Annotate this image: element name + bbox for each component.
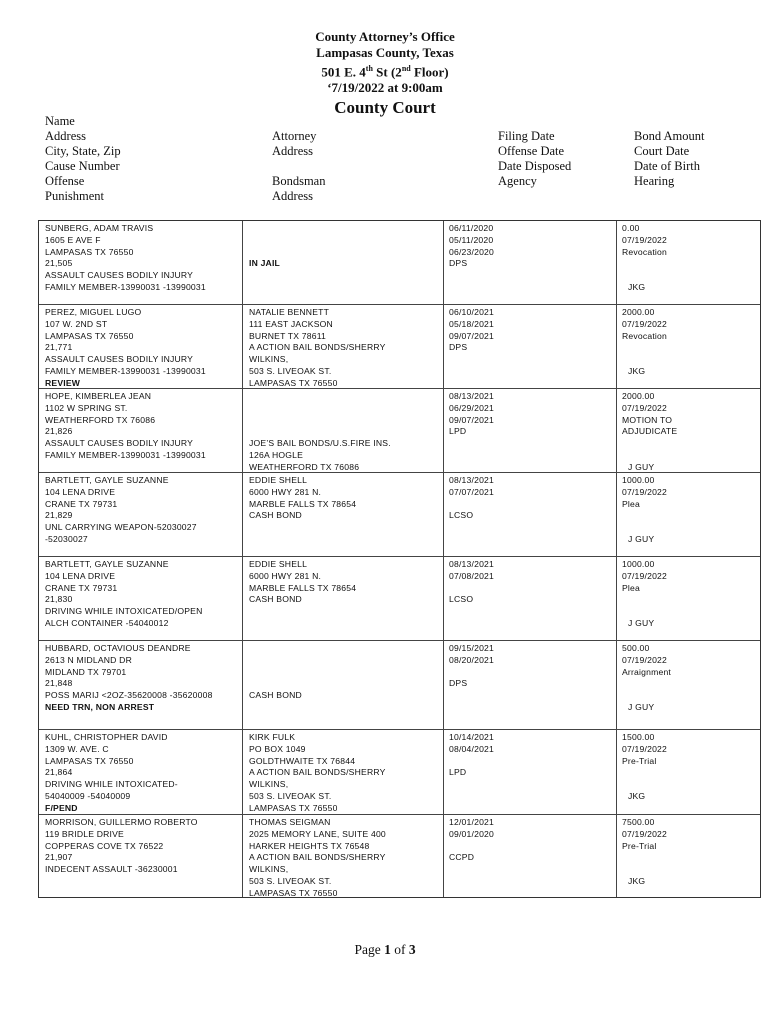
cell-line <box>249 655 302 667</box>
dates-cell <box>449 817 494 864</box>
cell-line: HARKER HEIGHTS TX 76548 <box>249 840 370 851</box>
column-divider <box>242 221 243 897</box>
legend-label: Hearing <box>634 174 675 188</box>
cell-line: 05/18/2021 <box>449 318 495 329</box>
cell-line <box>249 678 302 690</box>
cell-line: INDECENT ASSAULT -36230001 <box>45 864 178 875</box>
cell-line: Plea <box>622 582 641 593</box>
cell-line: 2000.00 <box>622 391 655 401</box>
cell-line: 07/19/2022 <box>622 402 668 413</box>
cell-line: Plea <box>622 498 641 509</box>
cell-line <box>249 223 280 235</box>
bond-cell <box>622 732 667 803</box>
column-divider <box>616 221 617 897</box>
legend-defendant <box>45 114 121 204</box>
cell-line: POSS MARIJ <2OZ-35620008 -35620008 <box>45 690 213 701</box>
cell-line: UNL CARRYING WEAPON-52030027 <box>45 522 197 533</box>
cell-line <box>249 415 391 427</box>
cell-line: 08/13/2021 <box>449 391 495 401</box>
legend-bond <box>634 129 705 189</box>
cell-line: WILKINS, <box>249 354 289 365</box>
cell-line: MARBLE FALLS TX 78654 <box>249 582 357 593</box>
legend-label: Address <box>45 129 86 143</box>
cell-line: A ACTION BAIL BONDS/SHERRY <box>249 767 386 778</box>
cell-line: 6000 HWY 281 N. <box>249 486 322 497</box>
cell-line: LAMPASAS TX 76550 <box>45 755 134 766</box>
cell-line: J GUY <box>628 701 655 712</box>
legend-label: Cause Number <box>45 159 120 173</box>
cell-line: KUHL, CHRISTOPHER DAVID <box>45 732 168 742</box>
cell-line: BARTLETT, GAYLE SUZANNE <box>45 559 169 569</box>
cell-line: ASSAULT CAUSES BODILY INJURY <box>45 438 194 449</box>
cell-line: 503 S. LIVEOAK ST. <box>249 365 332 376</box>
cell-line: 1605 E AVE F <box>45 234 101 245</box>
row-divider <box>39 304 760 305</box>
cell-line <box>622 678 671 690</box>
page-footer <box>0 942 770 958</box>
cell-line: 07/19/2022 <box>622 318 668 329</box>
cell-line: DRIVING WHILE INTOXICATED- <box>45 779 178 790</box>
page-header <box>0 29 770 119</box>
cell-line: JKG <box>628 365 646 376</box>
cell-line: 06/29/2021 <box>449 402 495 413</box>
cell-line: LAMPASAS TX 76550 <box>249 802 338 813</box>
cell-line: 21,864 <box>45 767 73 778</box>
cell-line: BARTLETT, GAYLE SUZANNE <box>45 475 169 485</box>
cell-line: ADJUDICATE <box>622 426 678 437</box>
cell-line <box>622 258 667 270</box>
cell-line: 07/08/2021 <box>449 570 495 581</box>
cell-line: 09/07/2021 <box>449 414 495 425</box>
cell-line <box>449 756 494 768</box>
cell-line: 07/19/2022 <box>622 654 668 665</box>
legend-label: Offense <box>45 174 85 188</box>
cell-line: 104 LENA DRIVE <box>45 570 116 581</box>
cell-line: 104 LENA DRIVE <box>45 486 116 497</box>
attorney-cell <box>249 643 302 702</box>
legend-dates <box>498 129 571 189</box>
cell-line: 21,830 <box>45 594 73 605</box>
bond-cell <box>622 643 671 714</box>
cell-line: COPPERAS COVE TX 76522 <box>45 840 164 851</box>
legend-label <box>272 159 325 174</box>
cell-line: 7500.00 <box>622 817 655 827</box>
cell-line: LCSO <box>449 510 474 521</box>
cell-line: LAMPASAS TX 76550 <box>45 246 134 257</box>
office-address: 501 E. 4th St (2nd Floor) <box>321 64 449 80</box>
cell-line: LAMPASAS TX 76550 <box>45 330 134 341</box>
cell-line <box>249 426 391 438</box>
dates-cell <box>449 223 494 270</box>
cell-line: 06/23/2020 <box>449 246 495 257</box>
cell-line: 06/11/2020 <box>449 223 494 233</box>
cell-line: WILKINS, <box>249 864 289 875</box>
cell-line: 09/15/2021 <box>449 643 495 653</box>
cell-line: 500.00 <box>622 643 650 653</box>
cell-line: ASSAULT CAUSES BODILY INJURY <box>45 354 194 365</box>
cell-line <box>622 767 667 779</box>
cell-line: IN JAIL <box>249 258 281 269</box>
cell-line: 2000.00 <box>622 307 655 317</box>
cell-line: Pre-Trial <box>622 755 657 766</box>
cell-line <box>622 522 667 534</box>
cell-line: 119 BRIDLE DRIVE <box>45 828 124 839</box>
cell-line: LPD <box>449 767 467 778</box>
cell-line: CCPD <box>449 852 475 863</box>
cell-line <box>622 438 677 450</box>
cell-line <box>249 247 280 259</box>
cell-line: 08/04/2021 <box>449 743 495 754</box>
cell-line: JKG <box>628 790 646 801</box>
cell-line: 126A HOGLE <box>249 449 304 460</box>
cell-line <box>622 864 667 876</box>
cell-line: BURNET TX 78611 <box>249 330 327 341</box>
cell-line <box>622 594 667 606</box>
cell-line <box>622 450 677 462</box>
cell-line: 21,848 <box>45 678 73 689</box>
cell-line: DPS <box>449 258 468 269</box>
cell-line: Revocation <box>622 246 667 257</box>
cell-line <box>249 391 391 403</box>
cell-line: A ACTION BAIL BONDS/SHERRY <box>249 852 386 863</box>
cell-line <box>249 403 391 415</box>
row-divider <box>39 729 760 730</box>
bond-cell <box>622 307 667 378</box>
cell-line: MARBLE FALLS TX 78654 <box>249 498 357 509</box>
defendant-cell <box>45 817 198 876</box>
cell-line: LPD <box>449 426 467 437</box>
legend-label: Punishment <box>45 189 105 203</box>
defendant-cell <box>45 307 206 390</box>
cell-line: NEED TRN, NON ARREST <box>45 701 155 712</box>
cell-line: THOMAS SEIGMAN <box>249 817 331 827</box>
cell-line: 1309 W. AVE. C <box>45 743 109 754</box>
cell-line: CRANE TX 79731 <box>45 498 118 509</box>
cell-line: EDDIE SHELL <box>249 475 308 485</box>
cell-line: 06/10/2021 <box>449 307 495 317</box>
cell-line: 12/01/2021 <box>449 817 495 827</box>
cell-line: -52030027 <box>45 533 88 544</box>
cell-line: 07/19/2022 <box>622 743 668 754</box>
legend-label: Address <box>272 144 313 158</box>
row-divider <box>39 640 760 641</box>
cell-line <box>622 690 671 702</box>
defendant-cell <box>45 643 213 714</box>
cell-line: 6000 HWY 281 N. <box>249 570 322 581</box>
cell-line: LCSO <box>449 594 474 605</box>
cell-line: JKG <box>628 281 646 292</box>
cell-line: PO BOX 1049 <box>249 743 306 754</box>
legend-label: Filing Date <box>498 129 555 143</box>
cell-line: NATALIE BENNETT <box>249 307 330 317</box>
legend-attorney <box>272 129 325 204</box>
cell-line: EDDIE SHELL <box>249 559 308 569</box>
bond-cell <box>622 223 667 294</box>
dates-cell <box>449 559 494 606</box>
row-divider <box>39 814 760 815</box>
cell-line <box>622 606 667 618</box>
legend-label: Name <box>45 114 75 128</box>
legend-label: Bondsman <box>272 174 326 188</box>
attorney-cell <box>249 307 386 390</box>
cell-line: ASSAULT CAUSES BODILY INJURY <box>45 270 194 281</box>
legend-label: Date Disposed <box>498 159 572 173</box>
cell-line <box>449 499 494 511</box>
cell-line: DPS <box>449 342 468 353</box>
attorney-cell <box>249 559 356 606</box>
defendant-cell <box>45 732 178 815</box>
cell-line: 07/19/2022 <box>622 234 668 245</box>
cell-line: 10/14/2021 <box>449 732 495 742</box>
cell-line: MORRISON, GUILLERMO ROBERTO <box>45 817 198 827</box>
cell-line: REVIEW <box>45 377 81 388</box>
cell-line: PEREZ, MIGUEL LUGO <box>45 307 142 317</box>
county-name: Lampasas County, Texas <box>316 45 454 60</box>
cell-line: SUNBERG, ADAM TRAVIS <box>45 223 154 233</box>
cell-line: WEATHERFORD TX 76086 <box>45 414 156 425</box>
row-divider <box>39 556 760 557</box>
cell-line: CASH BOND <box>249 594 302 605</box>
cell-line: DRIVING WHILE INTOXICATED/OPEN <box>45 606 203 617</box>
cell-line: 21,505 <box>45 258 73 269</box>
cell-line: 503 S. LIVEOAK ST. <box>249 790 332 801</box>
cell-line: 1000.00 <box>622 559 655 569</box>
cell-line: JKG <box>628 875 646 886</box>
cell-line <box>622 342 667 354</box>
cell-line: 05/11/2020 <box>449 234 494 245</box>
docket-table <box>38 220 761 898</box>
cell-line: 0.00 <box>622 223 640 233</box>
cell-line: HUBBARD, OCTAVIOUS DEANDRE <box>45 643 191 653</box>
legend-label: City, State, Zip <box>45 144 121 158</box>
cell-line: 08/13/2021 <box>449 559 495 569</box>
bond-cell <box>622 817 667 888</box>
page-prefix: Page <box>354 942 385 957</box>
defendant-cell <box>45 559 203 630</box>
bond-cell <box>622 559 667 630</box>
legend-label: Bond Amount <box>634 129 705 143</box>
cell-line: CASH BOND <box>249 690 302 701</box>
office-name: County Attorney’s Office <box>315 29 455 44</box>
cell-line: 07/19/2022 <box>622 828 668 839</box>
cell-line <box>249 643 302 655</box>
attorney-cell <box>249 732 386 815</box>
dates-cell <box>449 391 494 438</box>
dates-cell <box>449 475 494 522</box>
cell-line: JOE’S BAIL BONDS/U.S.FIRE INS. <box>249 438 391 449</box>
legend-label: Attorney <box>272 129 317 143</box>
cell-line: J GUY <box>628 533 655 544</box>
cell-line: 08/20/2021 <box>449 654 495 665</box>
page-number: 1 <box>384 942 391 957</box>
legend-label: Offense Date <box>498 144 565 158</box>
cell-line: 2025 MEMORY LANE, SUITE 400 <box>249 828 386 839</box>
cell-line: J GUY <box>628 461 655 472</box>
defendant-cell <box>45 391 206 462</box>
cell-line: DPS <box>449 678 468 689</box>
cell-line: FAMILY MEMBER-13990031 -13990031 <box>45 281 206 292</box>
docket-date-time: ‘7/19/2022 at 9:00am <box>327 80 443 96</box>
cell-line: WEATHERFORD TX 76086 <box>249 461 360 472</box>
cell-line: 1500.00 <box>622 732 655 742</box>
cell-line: 21,907 <box>45 852 73 863</box>
cell-line: Arraignment <box>622 666 672 677</box>
cell-line <box>449 667 494 679</box>
legend-label: Address <box>272 189 313 203</box>
cell-line <box>622 779 667 791</box>
bond-cell <box>622 475 667 546</box>
cell-line: 07/07/2021 <box>449 486 495 497</box>
cell-line: FAMILY MEMBER-13990031 -13990031 <box>45 449 206 460</box>
cell-line: F/PEND <box>45 802 78 813</box>
cell-line: 1000.00 <box>622 475 655 485</box>
attorney-cell <box>249 223 280 270</box>
cell-line: FAMILY MEMBER-13990031 -13990031 <box>45 365 206 376</box>
cell-line <box>622 852 667 864</box>
row-divider <box>39 388 760 389</box>
cell-line: 107 W. 2ND ST <box>45 318 108 329</box>
court-title: County Court <box>334 98 436 118</box>
bond-cell <box>622 391 677 474</box>
page-of: of <box>390 942 409 957</box>
cell-line: 21,771 <box>45 342 73 353</box>
cell-line <box>622 270 667 282</box>
cell-line <box>622 354 667 366</box>
cell-line <box>449 583 494 595</box>
cell-line: HOPE, KIMBERLEA JEAN <box>45 391 152 401</box>
cell-line <box>249 235 280 247</box>
defendant-cell <box>45 223 206 294</box>
cell-line: Pre-Trial <box>622 840 657 851</box>
cell-line: 09/07/2021 <box>449 330 495 341</box>
cell-line: ALCH CONTAINER -54040012 <box>45 617 169 628</box>
legend-label: Agency <box>498 174 537 188</box>
legend-label: Court Date <box>634 144 690 158</box>
cell-line: Revocation <box>622 330 667 341</box>
cell-line <box>249 667 302 679</box>
cell-line: WILKINS, <box>249 779 289 790</box>
dates-cell <box>449 307 494 354</box>
cell-line: CRANE TX 79731 <box>45 582 118 593</box>
page-total: 3 <box>408 942 416 957</box>
cell-line: 111 EAST JACKSON <box>249 318 333 329</box>
dates-cell <box>449 732 494 779</box>
cell-line: 09/01/2020 <box>449 828 495 839</box>
cell-line: 08/13/2021 <box>449 475 495 485</box>
legend-label: Date of Birth <box>634 159 700 173</box>
cell-line: MOTION TO <box>622 414 673 425</box>
cell-line: LAMPASAS TX 76550 <box>249 887 338 898</box>
cell-line: MIDLAND TX 79701 <box>45 666 127 677</box>
cell-line: J GUY <box>628 617 655 628</box>
cell-line: 07/19/2022 <box>622 486 668 497</box>
cell-line: 503 S. LIVEOAK ST. <box>249 875 332 886</box>
attorney-cell <box>249 391 391 474</box>
cell-line: 1102 W SPRING ST. <box>45 402 128 413</box>
cell-line: 21,829 <box>45 510 73 521</box>
cell-line: 54040009 -54040009 <box>45 790 131 801</box>
attorney-cell <box>249 817 386 900</box>
row-divider <box>39 472 760 473</box>
cell-line: GOLDTHWAITE TX 76844 <box>249 755 356 766</box>
defendant-cell <box>45 475 197 546</box>
cell-line: 21,826 <box>45 426 73 437</box>
dates-cell <box>449 643 494 690</box>
cell-line: 2613 N MIDLAND DR <box>45 654 132 665</box>
cell-line <box>622 510 667 522</box>
cell-line: CASH BOND <box>249 510 302 521</box>
cell-line: LAMPASAS TX 76550 <box>249 377 338 388</box>
cell-line <box>449 841 494 853</box>
cell-line: A ACTION BAIL BONDS/SHERRY <box>249 342 386 353</box>
attorney-cell <box>249 475 356 522</box>
cell-line: 07/19/2022 <box>622 570 668 581</box>
column-divider <box>443 221 444 897</box>
cell-line: KIRK FULK <box>249 732 296 742</box>
